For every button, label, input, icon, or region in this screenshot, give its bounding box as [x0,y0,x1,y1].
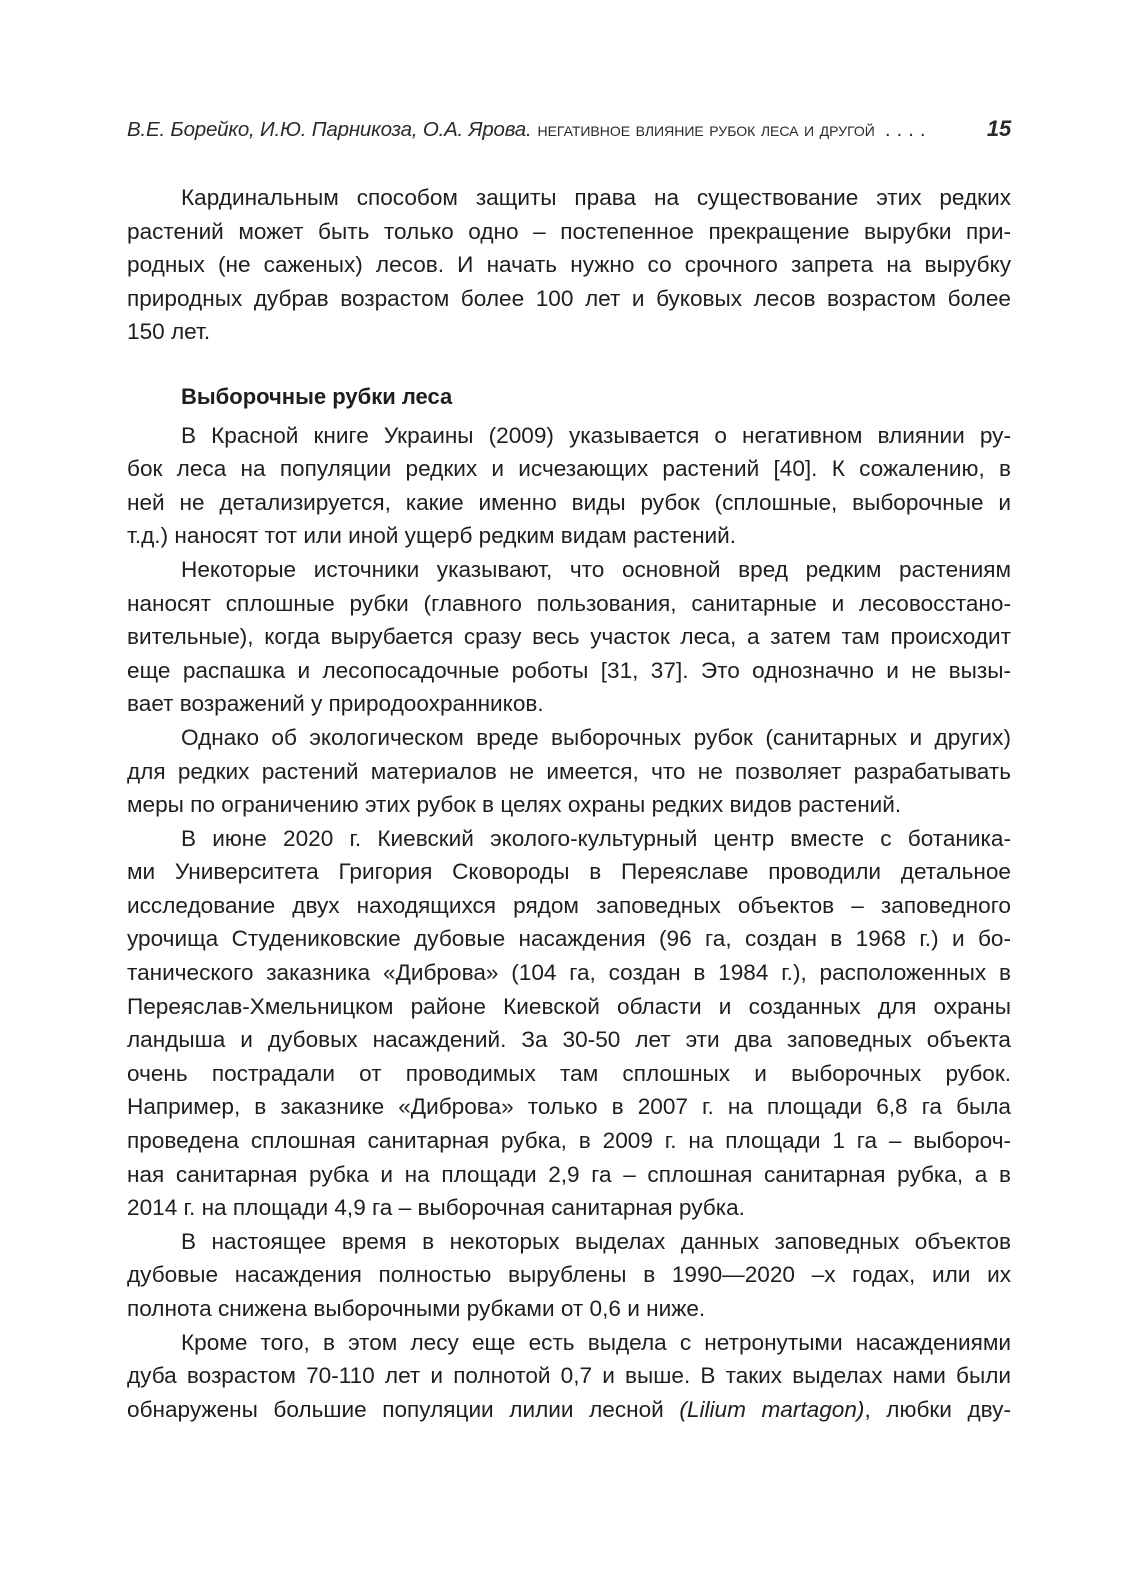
text-line: ми Университета Григория Сковороды в Переяславе проводили детальное [127,859,1011,885]
text-run: , любки дву- [864,1396,1011,1422]
text-line: проведена сплошная санитарная рубка, в 2009 г. на площади 1 га – выбороч- [127,1128,1011,1154]
paragraph [127,1225,1011,1326]
running-head-authors: В.Е. Борейко, И.Ю. Парникоза, О.А. Ярова. [127,118,532,141]
text-line: танического заказника «Диброва» (104 га, создан в 1984 г.), расположенных в [127,960,1011,986]
text-line: В Красной книге Украины (2009) указывается о негативном влиянии ру- [181,422,1011,448]
text-line: наносят сплошные рубки (главного пользования, санитарные и лесовосстано- [127,590,1011,616]
body-text [127,181,1011,1426]
section-heading: Выборочные рубки леса [181,383,453,409]
text-line: полнота снижена выборочными рубками от 0,6 и ниже. [127,1296,706,1321]
text-line: 2014 г. на площади 4,9 га – выборочная санитарная рубка. [127,1195,745,1221]
text-line: 150 лет. [127,319,211,345]
text-line: бок леса на популяции редких и исчезающих растений [40]. К сожалению, в [127,456,1011,482]
page-number: 15 [986,116,1011,141]
text-line: Некоторые источники указывают, что основной вред редким растениям [181,556,1011,582]
paragraph [127,553,1011,721]
text-line: ней не детализируется, какие именно виды рубок (сплошные, выборочные и [127,489,1011,515]
text-line: исследование двух находящихся рядом заповедных объектов – заповедного [127,892,1011,918]
text-line: дубовые насаждения полностью вырублены в 1990—2020 –х годах, или их [127,1262,1011,1288]
paragraph [127,419,1011,553]
text-line: дуба возрастом 70-110 лет и полнотой 0,7 и выше. В таких выделах нами были [127,1363,1011,1389]
text-line: вает возражений у природоохранников. [127,691,544,717]
paragraph [127,721,1011,822]
text-line: меры по ограничению этих рубок в целях охраны редких видов растений. [127,792,902,818]
text-line: очень пострадали от проводимых там сплошных и выборочных рубок. [127,1060,1011,1086]
text-line: еще распашка и лесопосадочные роботы [31, 37]. Это однозначно и не вызы- [127,657,1011,683]
text-line: ная санитарная рубка и на площади 2,9 га – сплошная санитарная рубка, а в [127,1161,1011,1187]
running-head-dots: .... [884,118,932,141]
text-line: для редких растений материалов не имеется, что не позволяет разрабатывать [127,758,1011,784]
text-line [127,1393,1011,1427]
text-line: Например, в заказнике «Диброва» только в 2007 г. на площади 6,8 га была [127,1094,1011,1120]
text-line: ландыша и дубовых насаждений. За 30-50 лет эти два заповедных объекта [127,1027,1011,1053]
running-head [127,116,1011,146]
text-line: Переяслав-Хмельницком районе Киевской области и созданных для охраны [127,993,1011,1019]
text-line: Однако об экологическом вреде выборочных рубок (санитарных и других) [181,724,1011,750]
paragraph [127,822,1011,1225]
text-line: родных (не саженых) лесов. И начать нужно со срочного запрета на вырубку [127,252,1011,278]
text-run: обнаружены большие популяции лилии лесной [127,1396,680,1422]
paragraph [127,1326,1011,1427]
latin-species-name: (Lilium martagon) [679,1396,865,1422]
text-line: В настоящее время в некоторых выделах данных заповедных объектов [181,1228,1011,1254]
text-line: вительные), когда вырубается сразу весь участок леса, а затем там происходит [127,624,1011,650]
text-line: природных дубрав возрастом более 100 лет и буковых лесов возрастом более [127,285,1011,311]
text-line: В июне 2020 г. Киевский эколого-культурный центр вместе с ботаника- [181,825,1011,851]
text-line: урочища Студениковские дубовые насаждения (96 га, создан в 1968 г.) и бо- [127,926,1011,952]
text-line: Кардинальным способом защиты права на существование этих редких [181,185,1011,210]
running-head-title: негативное влияние рубок леса и другой [537,119,875,141]
text-line: растений может быть только одно – постепенное прекращение вырубки при- [127,218,1011,244]
text-line: Кроме того, в этом лесу еще есть выдела с нетронутыми насаждениями [181,1329,1011,1355]
paragraph [127,181,1011,349]
text-line: т.д.) наносят тот или иной ущерб редким видам растений. [127,523,737,549]
